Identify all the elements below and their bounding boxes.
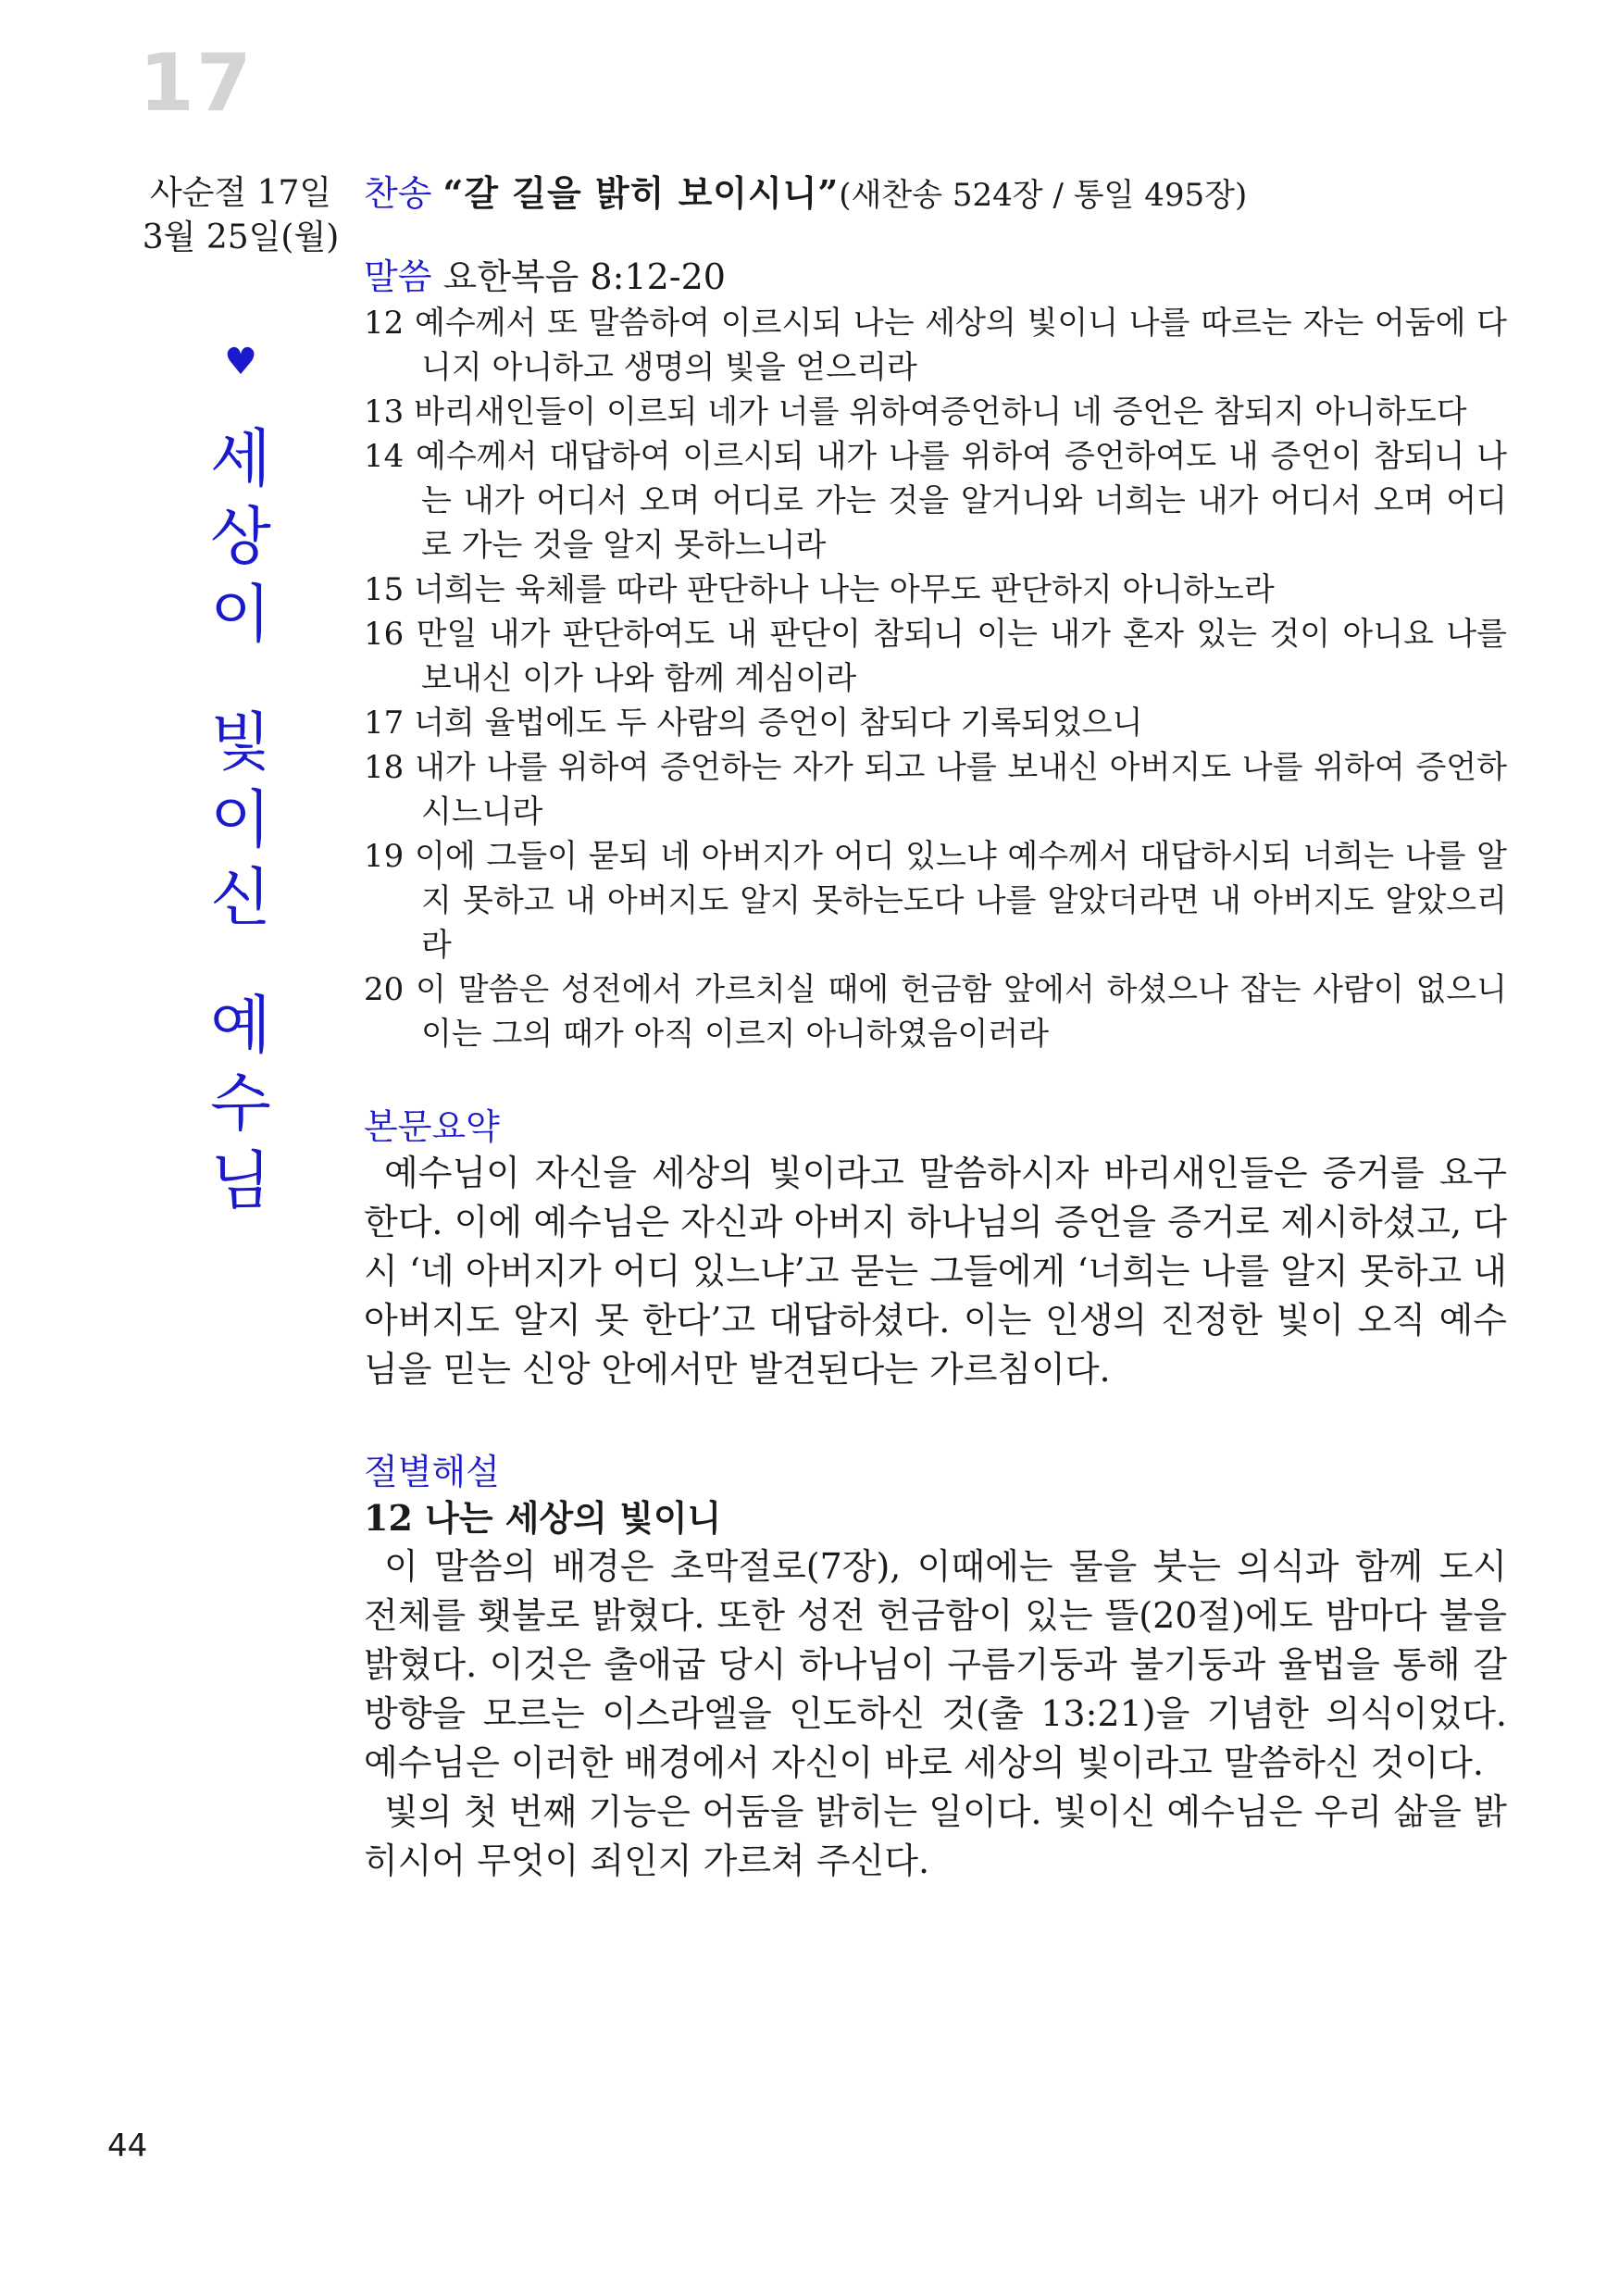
verse: 19 이에 그들이 묻되 네 아버지가 어디 있느냐 예수께서 대답하시되 너희는 나를 알지 못하고 내 아버지도 알지 못하는도다 나를 알았더라면 내 아버지도 알았으리라 <box>364 838 1507 964</box>
verse: 20 이 말씀은 성전에서 가르치실 때에 헌금함 앞에서 하셨으나 잡는 사람이 없으니 이는 그의 때가 아직 이르지 아니하였음이러라 <box>364 971 1507 1053</box>
commentary-heading: 절별해설 <box>364 1452 500 1492</box>
verse: 18 내가 나를 위하여 증언하는 자가 되고 나를 보내신 아버지도 나를 위하여 증언하시느니라 <box>364 749 1507 830</box>
hymn-line <box>364 171 1507 218</box>
verse: 15 너희는 육체를 따라 판단하나 나는 아무도 판단하지 아니하노라 <box>364 571 1275 608</box>
sidebar <box>139 171 342 1221</box>
title-char: 빛 <box>210 706 271 780</box>
heart-icon: ♥ <box>224 341 257 383</box>
vertical-title <box>139 421 342 1221</box>
title-char: 상 <box>210 501 271 574</box>
summary-text: 예수님이 자신을 세상의 빛이라고 말씀하시자 바리새인들은 증거를 요구한다. 이에 예수님은 자신과 아버지 하나님의 증언을 증거로 제시하셨고, 다시 ‘네 아버지가 어디 있느냐’고 묻는 그들에게 ‘너희는 나를 알지 못하고 내 아버지도 알지 못 한다’고 대답하셨다. 이는 인생의 진정한 빛이 오직 예수님을 믿는 신앙 안에서만 발견된다는 가르침이다. <box>364 1153 1507 1390</box>
verse-list <box>364 301 1507 1056</box>
verse: 13 바리새인들이 이르되 네가 너를 위하여증언하니 네 증언은 참되지 아니하도다 <box>364 393 1467 430</box>
title-char: 님 <box>210 1145 271 1218</box>
commentary-paragraph: 빛의 첫 번째 기능은 어둠을 밝히는 일이다. 빛이신 예수님은 우리 삶을 밝히시어 무엇이 죄인지 가르쳐 주신다. <box>364 1791 1507 1881</box>
title-char: 세 <box>210 423 271 496</box>
commentary-paragraph: 이 말씀의 배경은 초막절로(7장), 이때에는 물을 붓는 의식과 함께 도시 전체를 횃불로 밝혔다. 또한 성전 헌금함이 있는 뜰(20절)에도 밤마다 불을 밝혔다. 이것은 출애굽 당시 하나님이 구름기둥과 불기둥과 율법을 통해 갈 방향을 모르는 이스라엘을 인도하신 것(출 13:21)을 기념한 의식이었다. 예수님은 이러한 배경에서 자신이 바로 세상의 빛이라고 말씀하신 것이다. <box>364 1546 1507 1783</box>
hymn-title: “갈 길을 밝히 보이시니” <box>442 172 840 214</box>
verse: 16 만일 내가 판단하여도 내 판단이 참되니 이는 내가 혼자 있는 것이 아니요 나를 보내신 이가 나와 함께 계심이라 <box>364 616 1507 697</box>
hymn-label: 찬송 <box>364 173 432 214</box>
day-number: 17 <box>139 37 254 130</box>
main-content <box>364 171 1507 1886</box>
title-char: 이 <box>210 579 271 652</box>
scripture-reference: 요한복음 8:12-20 <box>442 256 726 297</box>
scripture-heading <box>364 255 1507 299</box>
title-char: 이 <box>210 784 271 857</box>
scripture-label: 말씀 <box>364 256 432 297</box>
season-day: 사순절 17일 <box>149 174 332 212</box>
verse: 14 예수께서 대답하여 이르시되 내가 나를 위하여 증언하여도 내 증언이 참되니 나는 내가 어디서 오며 어디로 가는 것을 알거니와 너희는 내가 어디서 오며 어디로 가는 것을 알지 못하느니라 <box>364 438 1507 564</box>
commentary-verse-heading: 12 나는 세상의 빛이니 <box>364 1497 722 1539</box>
title-char: 수 <box>210 1067 271 1141</box>
date: 3월 25일(월) <box>142 218 340 256</box>
verse: 12 예수께서 또 말씀하여 이르시되 나는 세상의 빛이니 나를 따르는 자는 어둠에 다니지 아니하고 생명의 빛을 얻으리라 <box>364 305 1507 386</box>
title-char: 예 <box>210 990 271 1063</box>
summary-heading: 본문요약 <box>364 1106 500 1147</box>
page-number: 44 <box>107 2128 148 2165</box>
title-char: 신 <box>210 862 271 935</box>
hymn-reference: (새찬송 524장 / 통일 495장) <box>839 177 1248 214</box>
verse: 17 너희 율법에도 두 사람의 증언이 참되다 기록되었으니 <box>364 705 1143 742</box>
